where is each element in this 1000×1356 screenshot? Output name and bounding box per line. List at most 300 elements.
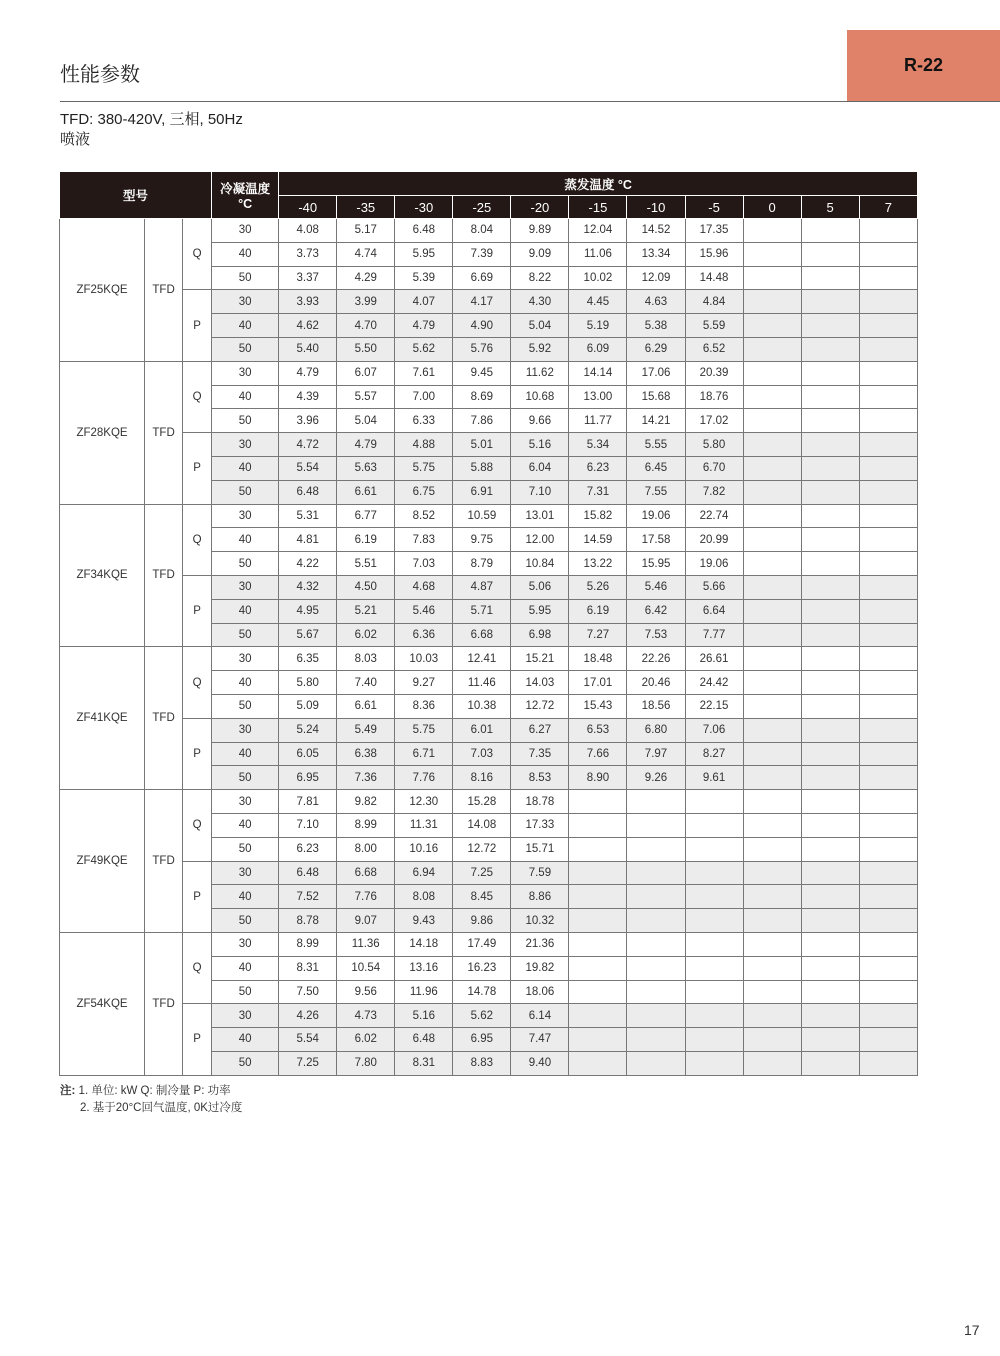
performance-table [59,171,918,1076]
value-cell: 7.81 [279,790,337,814]
value-cell: 10.68 [511,385,569,409]
value-cell: 7.59 [511,861,569,885]
value-cell [627,790,685,814]
value-cell: 7.47 [511,1028,569,1052]
value-cell: 6.48 [279,480,337,504]
value-cell: 5.66 [685,575,743,599]
model-name-cell: ZF34KQE [60,504,145,647]
value-cell: 6.52 [685,337,743,361]
table-row [60,575,918,599]
value-cell [859,1051,917,1075]
value-cell: 6.19 [569,599,627,623]
value-cell: 12.72 [511,694,569,718]
value-cell: 11.62 [511,361,569,385]
value-cell [685,1004,743,1028]
value-cell: 9.27 [395,671,453,695]
value-cell: 3.37 [279,266,337,290]
value-cell [627,837,685,861]
value-cell [685,980,743,1004]
value-cell [859,1028,917,1052]
value-cell: 6.38 [337,742,395,766]
value-cell [743,980,801,1004]
value-cell: 18.76 [685,385,743,409]
value-cell: 19.06 [685,552,743,576]
value-cell [859,337,917,361]
evap-temp-header-cell: 0 [743,196,801,219]
value-cell [743,1004,801,1028]
condensing-temp-cell: 50 [212,480,279,504]
condensing-temp-cell: 40 [212,956,279,980]
note-2: 2. 基于20°C回气温度, 0K过冷度 [80,1102,243,1114]
condensing-temp-cell: 40 [212,528,279,552]
value-cell: 9.86 [453,909,511,933]
value-cell [743,361,801,385]
condensing-temp-cell: 40 [212,599,279,623]
condensing-temp-cell: 50 [212,623,279,647]
value-cell [685,956,743,980]
value-cell [859,504,917,528]
value-cell [801,409,859,433]
value-cell [859,385,917,409]
value-cell [859,1004,917,1028]
value-cell: 10.03 [395,647,453,671]
value-cell: 9.07 [337,909,395,933]
value-cell: 5.16 [395,1004,453,1028]
value-cell [801,837,859,861]
value-cell: 15.71 [511,837,569,861]
table-row [60,433,918,457]
value-cell [685,1051,743,1075]
value-cell: 4.30 [511,290,569,314]
value-cell: 5.55 [627,433,685,457]
value-cell: 11.06 [569,242,627,266]
value-cell: 10.16 [395,837,453,861]
value-cell [859,932,917,956]
value-cell: 6.77 [337,504,395,528]
evap-temp-header-cell: 7 [859,196,917,219]
value-cell: 5.01 [453,433,511,457]
value-cell: 14.21 [627,409,685,433]
value-cell: 12.09 [627,266,685,290]
table-row [60,504,918,528]
evap-temp-header-cell: -30 [395,196,453,219]
value-cell [859,885,917,909]
value-cell [569,1004,627,1028]
value-cell: 7.83 [395,528,453,552]
value-cell: 7.10 [279,813,337,837]
value-cell: 8.00 [337,837,395,861]
value-cell: 6.95 [279,766,337,790]
value-cell: 18.06 [511,980,569,1004]
condensing-temp-cell: 30 [212,718,279,742]
condensing-temp-cell: 30 [212,219,279,243]
value-cell [743,932,801,956]
value-cell: 19.06 [627,504,685,528]
value-cell: 5.17 [337,219,395,243]
evap-temp-header-cell: -35 [337,196,395,219]
value-cell [743,575,801,599]
value-cell: 9.56 [337,980,395,1004]
value-cell [859,647,917,671]
value-cell: 13.22 [569,552,627,576]
value-cell: 7.50 [279,980,337,1004]
value-cell: 8.36 [395,694,453,718]
condensing-temp-cell: 40 [212,385,279,409]
voltage-code-cell: TFD [145,647,183,790]
value-cell: 4.17 [453,290,511,314]
table-row [60,718,918,742]
value-cell: 6.68 [453,623,511,647]
value-cell [569,956,627,980]
value-cell [627,909,685,933]
value-cell: 20.99 [685,528,743,552]
evap-temp-header-cell: -20 [511,196,569,219]
value-cell [801,266,859,290]
value-cell: 22.26 [627,647,685,671]
model-name-cell: ZF28KQE [60,361,145,504]
value-cell: 5.62 [395,337,453,361]
value-cell: 19.82 [511,956,569,980]
value-cell: 9.61 [685,766,743,790]
value-cell: 7.80 [337,1051,395,1075]
value-cell: 5.62 [453,1004,511,1028]
value-cell [743,242,801,266]
value-cell: 8.99 [337,813,395,837]
value-cell: 13.01 [511,504,569,528]
value-cell: 6.70 [685,456,743,480]
value-cell [743,266,801,290]
value-cell: 4.39 [279,385,337,409]
condensing-temp-cell: 30 [212,504,279,528]
value-cell: 18.78 [511,790,569,814]
value-cell [743,337,801,361]
value-cell [859,861,917,885]
value-cell [859,552,917,576]
value-cell [859,766,917,790]
value-cell: 6.36 [395,623,453,647]
value-cell: 6.29 [627,337,685,361]
value-cell: 7.25 [453,861,511,885]
value-cell: 17.01 [569,671,627,695]
value-cell: 22.74 [685,504,743,528]
evap-temp-header-cell: -40 [279,196,337,219]
metric-label-cell: Q [183,932,212,1003]
value-cell [801,480,859,504]
value-cell [801,314,859,338]
value-cell: 7.25 [279,1051,337,1075]
value-cell: 4.29 [337,266,395,290]
value-cell [685,1028,743,1052]
evap-temp-header-cell: -15 [569,196,627,219]
value-cell [743,314,801,338]
value-cell: 9.89 [511,219,569,243]
value-cell: 5.80 [279,671,337,695]
value-cell [859,528,917,552]
value-cell: 14.78 [453,980,511,1004]
value-cell [801,575,859,599]
value-cell: 7.76 [395,766,453,790]
value-cell: 8.86 [511,885,569,909]
condensing-temp-cell: 50 [212,1051,279,1075]
value-cell [859,623,917,647]
value-cell: 5.49 [337,718,395,742]
value-cell [569,837,627,861]
value-cell [859,956,917,980]
value-cell [801,599,859,623]
value-cell: 8.16 [453,766,511,790]
value-cell: 8.45 [453,885,511,909]
value-cell: 9.09 [511,242,569,266]
value-cell [743,694,801,718]
value-cell: 10.84 [511,552,569,576]
value-cell: 6.75 [395,480,453,504]
value-cell: 14.14 [569,361,627,385]
condensing-temp-cell: 30 [212,647,279,671]
value-cell [685,837,743,861]
table-row [60,790,918,814]
condensing-temp-cell: 30 [212,361,279,385]
value-cell: 6.23 [569,456,627,480]
value-cell: 5.46 [395,599,453,623]
condensing-temp-cell: 50 [212,337,279,361]
value-cell [859,361,917,385]
value-cell [801,1004,859,1028]
value-cell: 20.46 [627,671,685,695]
value-cell [859,813,917,837]
condensing-temp-cell: 40 [212,742,279,766]
condensing-temp-cell: 50 [212,694,279,718]
metric-label-cell: Q [183,504,212,575]
value-cell [627,813,685,837]
value-cell [801,552,859,576]
value-cell: 5.26 [569,575,627,599]
value-cell: 24.42 [685,671,743,695]
value-cell: 7.40 [337,671,395,695]
value-cell [859,837,917,861]
value-cell [801,932,859,956]
value-cell [743,504,801,528]
condensing-temp-cell: 40 [212,813,279,837]
value-cell: 15.95 [627,552,685,576]
value-cell: 13.00 [569,385,627,409]
value-cell [627,1028,685,1052]
note-1: 1. 单位: kW Q: 制冷量 P: 功率 [78,1085,231,1097]
table-row [60,647,918,671]
value-cell: 9.40 [511,1051,569,1075]
value-cell [801,766,859,790]
value-cell [743,290,801,314]
value-cell: 4.87 [453,575,511,599]
condensing-temp-cell: 30 [212,861,279,885]
value-cell: 8.79 [453,552,511,576]
value-cell [685,909,743,933]
value-cell: 7.00 [395,385,453,409]
value-cell: 5.80 [685,433,743,457]
model-name-cell: ZF49KQE [60,790,145,933]
value-cell: 4.79 [337,433,395,457]
condensing-temp-header [212,172,279,219]
value-cell [859,242,917,266]
value-cell: 8.90 [569,766,627,790]
metric-label-cell: Q [183,361,212,432]
value-cell: 7.82 [685,480,743,504]
value-cell: 6.05 [279,742,337,766]
evap-temp-header-cell: -25 [453,196,511,219]
value-cell [801,956,859,980]
condensing-temp-cell: 40 [212,456,279,480]
value-cell [743,623,801,647]
value-cell: 8.78 [279,909,337,933]
value-cell: 6.53 [569,718,627,742]
value-cell: 15.96 [685,242,743,266]
value-cell: 5.75 [395,456,453,480]
value-cell: 17.02 [685,409,743,433]
value-cell: 4.70 [337,314,395,338]
value-cell: 6.68 [337,861,395,885]
value-cell: 6.02 [337,1028,395,1052]
value-cell: 4.95 [279,599,337,623]
value-cell: 6.48 [395,1028,453,1052]
value-cell: 4.79 [395,314,453,338]
value-cell: 9.82 [337,790,395,814]
condensing-temp-cell: 30 [212,433,279,457]
value-cell: 5.63 [337,456,395,480]
value-cell: 7.10 [511,480,569,504]
value-cell [801,433,859,457]
value-cell [801,1028,859,1052]
value-cell: 6.19 [337,528,395,552]
value-cell: 10.59 [453,504,511,528]
value-cell: 8.08 [395,885,453,909]
value-cell [627,1051,685,1075]
value-cell [801,623,859,647]
value-cell: 6.42 [627,599,685,623]
value-cell: 11.31 [395,813,453,837]
condensing-temp-cell: 40 [212,885,279,909]
value-cell: 7.27 [569,623,627,647]
value-cell: 12.04 [569,219,627,243]
value-cell: 5.19 [569,314,627,338]
value-cell: 5.21 [337,599,395,623]
value-cell [685,932,743,956]
evap-temp-header-cell: 5 [801,196,859,219]
model-name-cell: ZF54KQE [60,932,145,1075]
value-cell [801,290,859,314]
value-cell: 6.23 [279,837,337,861]
value-cell: 7.53 [627,623,685,647]
value-cell [743,766,801,790]
value-cell: 5.95 [395,242,453,266]
value-cell: 4.45 [569,290,627,314]
value-cell: 18.48 [569,647,627,671]
value-cell [859,790,917,814]
value-cell [743,219,801,243]
value-cell [685,790,743,814]
value-cell: 15.28 [453,790,511,814]
value-cell: 8.04 [453,219,511,243]
value-cell [859,314,917,338]
value-cell: 6.48 [395,219,453,243]
value-cell [801,242,859,266]
value-cell [569,861,627,885]
value-cell: 6.61 [337,694,395,718]
value-cell: 6.45 [627,456,685,480]
value-cell: 7.39 [453,242,511,266]
value-cell: 18.56 [627,694,685,718]
value-cell [627,932,685,956]
value-cell [801,742,859,766]
value-cell [743,1028,801,1052]
value-cell: 6.98 [511,623,569,647]
value-cell: 4.88 [395,433,453,457]
value-cell: 7.35 [511,742,569,766]
value-cell: 7.52 [279,885,337,909]
value-cell: 4.32 [279,575,337,599]
value-cell: 5.31 [279,504,337,528]
value-cell: 22.15 [685,694,743,718]
value-cell: 7.31 [569,480,627,504]
value-cell [743,956,801,980]
value-cell: 7.86 [453,409,511,433]
value-cell [859,219,917,243]
value-cell: 10.02 [569,266,627,290]
condensing-temp-unit: °C [238,197,253,211]
value-cell [859,694,917,718]
value-cell: 6.94 [395,861,453,885]
value-cell: 6.07 [337,361,395,385]
value-cell: 4.84 [685,290,743,314]
value-cell [801,528,859,552]
value-cell [859,980,917,1004]
condensing-temp-cell: 30 [212,932,279,956]
value-cell [569,790,627,814]
value-cell: 4.07 [395,290,453,314]
value-cell: 5.04 [511,314,569,338]
metric-label-cell: P [183,433,212,504]
value-cell: 6.09 [569,337,627,361]
condensing-temp-cell: 50 [212,837,279,861]
condensing-temp-cell: 50 [212,980,279,1004]
value-cell [743,790,801,814]
value-cell: 5.38 [627,314,685,338]
value-cell [627,980,685,1004]
value-cell: 14.03 [511,671,569,695]
value-cell [859,290,917,314]
value-cell [859,266,917,290]
value-cell [859,480,917,504]
value-cell [569,1028,627,1052]
value-cell: 5.50 [337,337,395,361]
value-cell: 4.72 [279,433,337,457]
voltage-code-cell: TFD [145,361,183,504]
metric-label-cell: P [183,575,212,646]
value-cell: 21.36 [511,932,569,956]
value-cell: 8.31 [395,1051,453,1075]
value-cell [743,552,801,576]
metric-label-cell: P [183,861,212,932]
value-cell [801,909,859,933]
value-cell: 4.63 [627,290,685,314]
value-cell [801,671,859,695]
condensing-temp-label: 冷凝温度 [220,182,271,196]
condensing-temp-cell: 50 [212,409,279,433]
value-cell: 14.18 [395,932,453,956]
value-cell: 4.62 [279,314,337,338]
value-cell [627,1004,685,1028]
value-cell: 9.43 [395,909,453,933]
value-cell [743,1051,801,1075]
value-cell: 5.92 [511,337,569,361]
